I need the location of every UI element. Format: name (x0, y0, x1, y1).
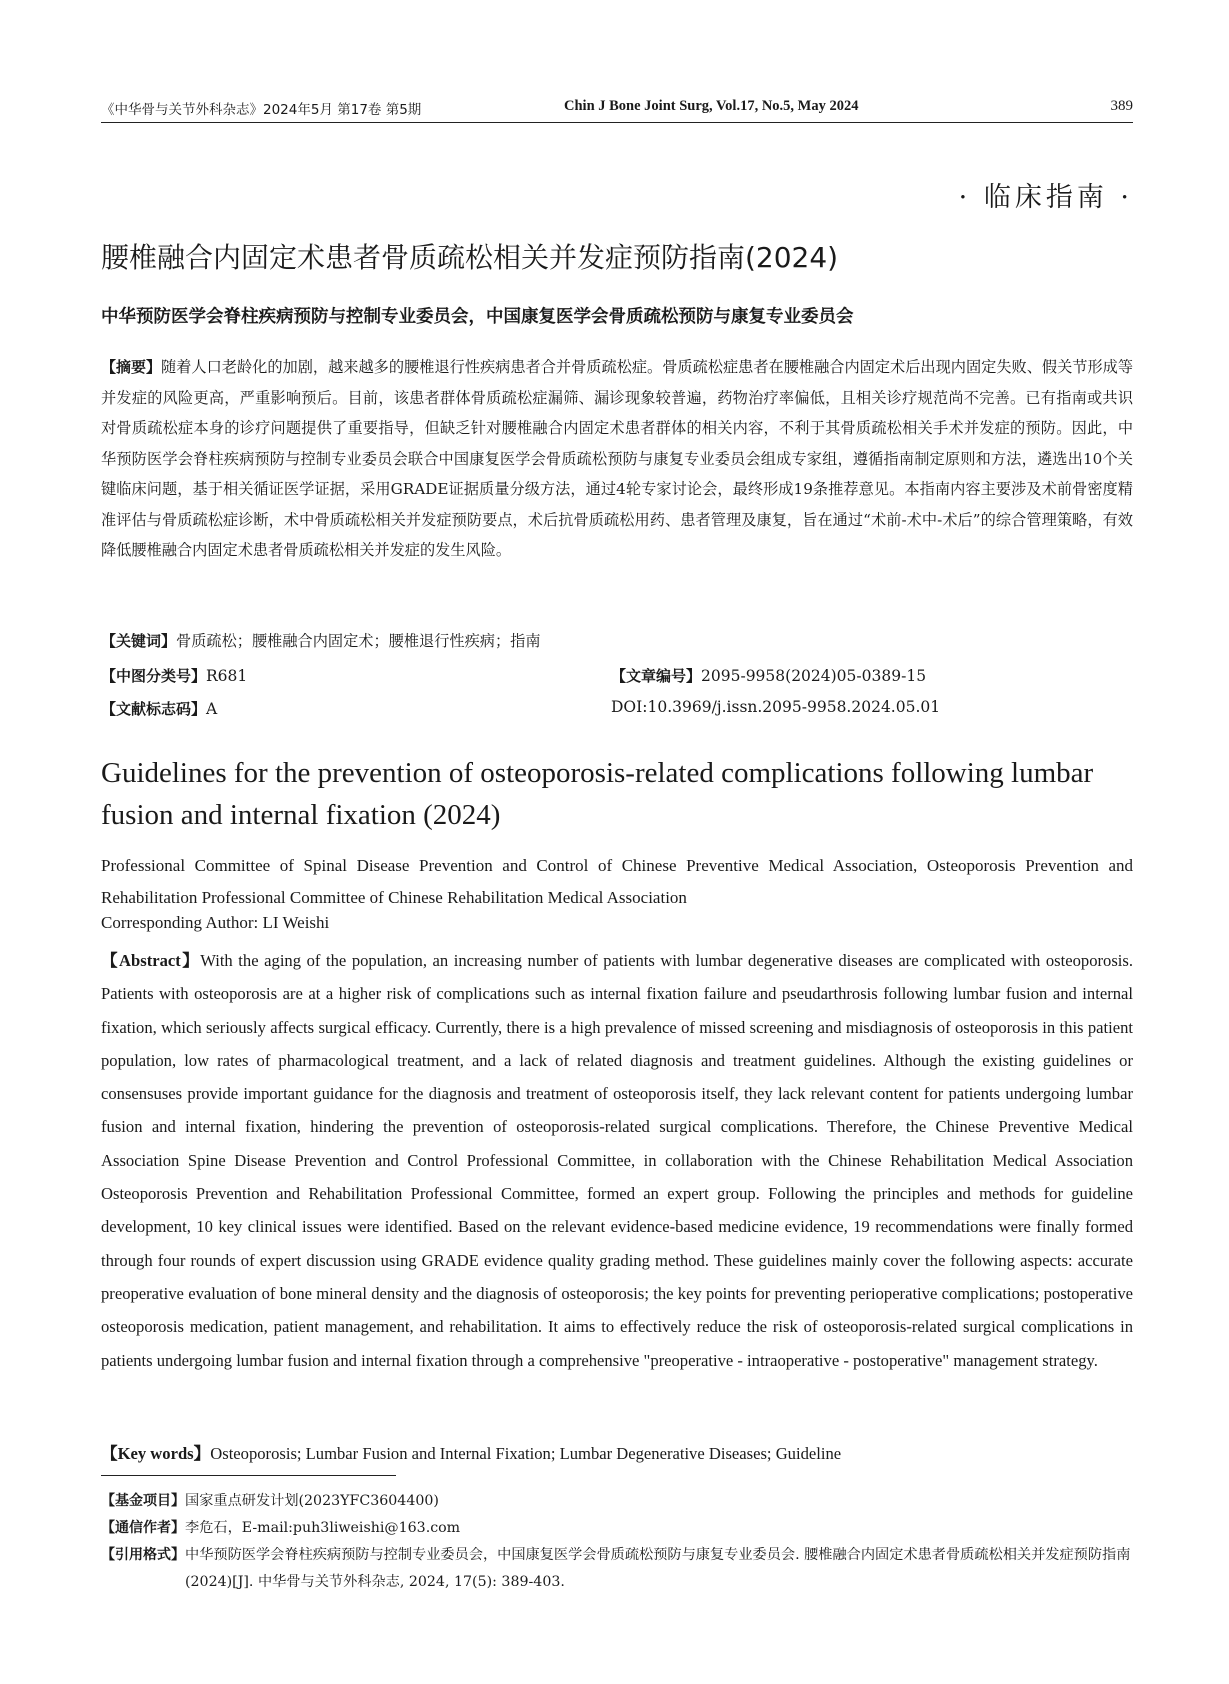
document-code-value: A (206, 700, 218, 718)
abstract-en (101, 944, 1133, 1377)
abstract-en-label: 【Abstract】 (101, 951, 201, 970)
keywords-cn-text: 骨质疏松；腰椎融合内固定术；腰椎退行性疾病；指南 (176, 632, 541, 650)
clc-value: R681 (206, 667, 248, 685)
abstract-cn (101, 352, 1133, 566)
journal-name-en: Chin J Bone Joint Surg, Vol.17, No.5, May 2024 (564, 98, 859, 114)
citation-label: 【引用格式】 (101, 1547, 185, 1563)
keywords-en (101, 1440, 841, 1464)
clc-number (101, 665, 247, 686)
authors-cn: 中华预防医学会脊柱疾病预防与控制专业委员会，中国康复医学会骨质疏松预防与康复专业委员会 (101, 307, 854, 327)
journal-name-cn: 《中华骨与关节外科杂志》2024年5月 第17卷 第5期 (101, 102, 422, 118)
article-number-label: 【文章编号】 (611, 667, 702, 685)
authors-en: Professional Committee of Spinal Disease Prevention and Control of Chinese Preventive Medical Association, Osteoporosis Prevention and Rehabilitation Professional Committee of Chinese Rehabilitation Medical Association (101, 856, 1133, 907)
article-title-en: Guidelines for the prevention of osteoporosis-related complications following lumbar fusion and internal fixation (2024) (101, 757, 1094, 831)
corresponding-label: 【通信作者】 (101, 1520, 185, 1536)
footnote-citation (101, 1542, 1133, 1596)
keywords-en-text: Osteoporosis; Lumbar Fusion and Internal Fixation; Lumbar Degenerative Diseases; Guideline (210, 1444, 842, 1463)
running-header (101, 98, 1133, 123)
fund-text: 国家重点研发计划(2023YFC3604400) (185, 1493, 439, 1509)
corresponding-text: 李危石，E-mail:puh3liweishi@163.com (185, 1520, 461, 1536)
footnote-fund (101, 1488, 1133, 1515)
footnotes (101, 1488, 1133, 1596)
keywords-cn-label: 【关键词】 (101, 632, 177, 650)
clc-label: 【中图分类号】 (101, 667, 207, 685)
keywords-cn (101, 630, 541, 651)
page-number: 389 (1110, 98, 1133, 114)
corresponding-author-en: Corresponding Author: LI Weishi (101, 913, 330, 932)
doi: DOI:10.3969/j.issn.2095-9958.2024.05.01 (611, 698, 941, 716)
section-tag: · 临床指南 · (958, 182, 1133, 213)
document-code (101, 698, 217, 719)
abstract-cn-text: 随着人口老龄化的加剧，越来越多的腰椎退行性疾病患者合并骨质疏松症。骨质疏松症患者在腰椎融合内固定术后出现内固定失败、假关节形成等并发症的风险更高，严重影响预后。目前，该患者群体骨质疏松症漏筛、漏诊现象较普遍，药物治疗率偏低，且相关诊疗规范尚不完善。已有指南或共识对骨质疏松症本身的诊疗问题提供了重要指导，但缺乏针对腰椎融合内固定术患者群体的相关内容，不利于其骨质疏松相关手术并发症的预防。因此，中华预防医学会脊柱疾病预防与控制专业委员会联合中国康复医学会骨质疏松预防与康复专业委员会组成专家组，遵循指南制定原则和方法，遴选出10个关键临床问题，基于相关循证医学证据，采用GRADE证据质量分级方法，通过4轮专家讨论会，最终形成19条推荐意见。本指南内容主要涉及术前骨密度精准评估与骨质疏松症诊断，术中骨质疏松相关并发症预防要点，术后抗骨质疏松用药、患者管理及康复，旨在通过“术前-术中-术后”的综合管理策略，有效降低腰椎融合内固定术患者骨质疏松相关并发症的发生风险。 (101, 358, 1134, 559)
footnote-corresponding (101, 1515, 1133, 1542)
keywords-en-label: 【Key words】 (101, 1444, 211, 1463)
citation-text: 中华预防医学会脊柱疾病预防与控制专业委员会，中国康复医学会骨质疏松预防与康复专业委员会. 腰椎融合内固定术患者骨质疏松相关并发症预防指南(2024)[J]. 中华骨与关节外科杂志, 2024, 17(5): 389-403. (185, 1547, 1131, 1590)
document-code-label: 【文献标志码】 (101, 700, 207, 718)
article-title-cn: 腰椎融合内固定术患者骨质疏松相关并发症预防指南(2024) (101, 241, 839, 274)
abstract-cn-label: 【摘要】 (101, 358, 162, 376)
fund-label: 【基金项目】 (101, 1493, 185, 1509)
article-number (611, 665, 926, 686)
footnote-divider (101, 1475, 396, 1476)
abstract-en-text: With the aging of the population, an increasing number of patients with lumbar degenerative diseases are complicated with osteoporosis. Patients with osteoporosis are at a higher risk of complications such as internal fixation failure and pseudarthrosis following lumbar fusion and internal fixation, which seriously affects surgical efficacy. Currently, there is a high prevalence of missed screening and misdiagnosis of osteoporosis in this patient population, low rates of pharmacological treatment, and a lack of related diagnosis and treatment guidelines. Although the existing guidelines or consensuses provide important guidance for the diagnosis and treatment of osteoporosis itself, they lack relevant content for patients undergoing lumbar fusion and internal fixation, hindering the prevention of osteoporosis-related surgical complications. Therefore, the Chinese Preventive Medical Association Spine Disease Prevention and Control Professional Committee, in collaboration with the Chinese Rehabilitation Medical Association Osteoporosis Prevention and Rehabilitation Professional Committee, formed an expert group. Following the principles and methods for guideline development, 10 key clinical issues were identified. Based on the relevant evidence-based medicine evidence, 19 recommendations were finally formed through four rounds of expert discussion using GRADE evidence quality grading method. These guidelines mainly cover the following aspects: accurate preoperative evaluation of bone mineral density and the diagnosis of osteoporosis; the key points for preventing perioperative complications; postoperative osteoporosis medication, patient management, and rehabilitation. It aims to effectively reduce the risk of osteoporosis-related surgical complications in patients undergoing lumbar fusion and internal fixation through a comprehensive "preoperative - intraoperative - postoperative" management strategy. (101, 951, 1134, 1370)
article-number-value: 2095-9958(2024)05-0389-15 (701, 667, 927, 685)
